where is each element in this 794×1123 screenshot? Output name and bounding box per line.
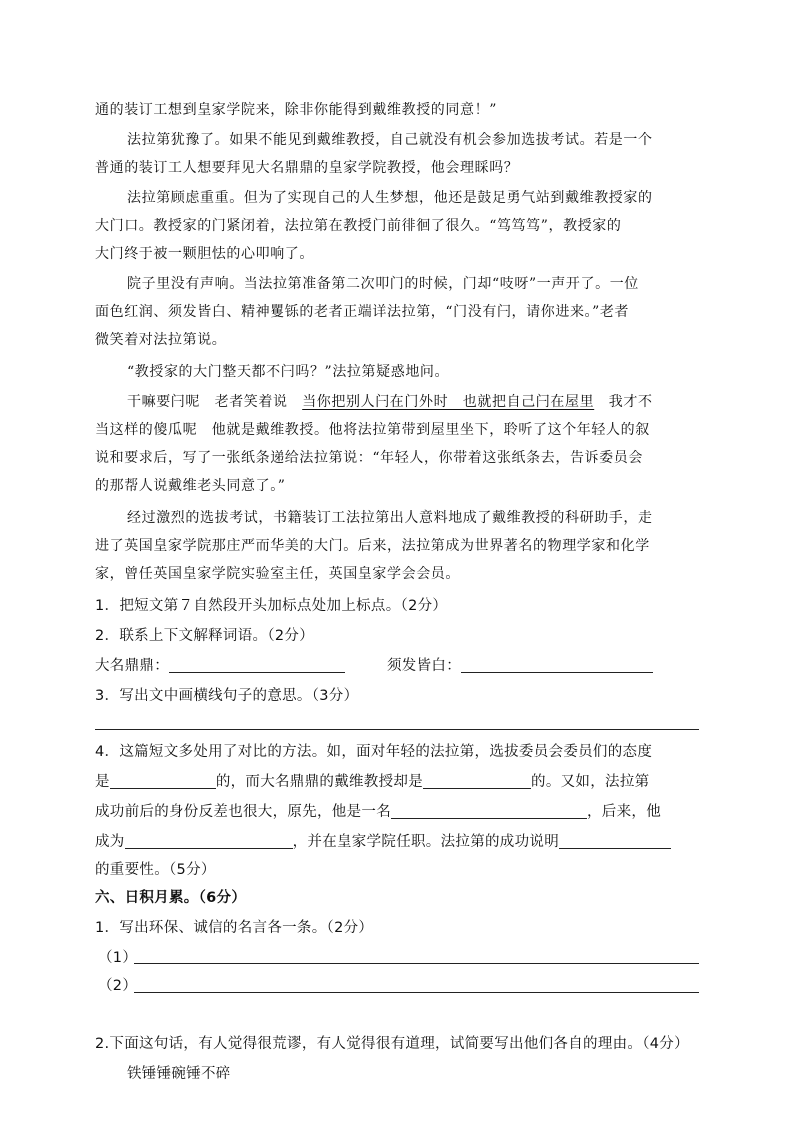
item-label: （2）	[98, 978, 138, 994]
passage-line: 大门口。教授家的门紧闭着，法拉第在教授门前徘徊了很久。“笃笃笃”，教授家的	[95, 218, 622, 234]
answer-line[interactable]	[95, 729, 699, 730]
answer-blank[interactable]	[461, 656, 653, 673]
quote-sentence: 铁锤锤碗锤不碎	[127, 1066, 231, 1082]
section6-question-2: 2.下面这句话，有人觉得很荒谬，有人觉得很有道理，试简要写出他们各自的理由。（4分）	[95, 1036, 689, 1052]
section-title: 六、日积月累。（6分）	[95, 890, 247, 906]
q4-text: ，后来，他	[587, 804, 661, 820]
q4-text: ，并在皇家学院任职。法拉第的成功说明	[292, 834, 560, 850]
question-2: 2．联系上下文解释词语。（2分）	[95, 628, 314, 644]
question-4-line	[95, 802, 661, 822]
passage-line: 法拉第顾虑重重。但为了实现自己的人生梦想，他还是鼓足勇气站到戴维教授家的	[127, 190, 653, 206]
answer-item-2	[98, 976, 137, 996]
term-label: 须发皆白：	[387, 658, 461, 674]
passage-line: 面色红润、须发皆白、精神矍铄的老者正端详法拉第，“门没有闩，请你进来。”老者	[95, 304, 630, 320]
passage-line: 进了英国皇家学院那庄严而华美的大门。后来，法拉第成为世界著名的物理学家和化学	[95, 538, 650, 554]
answer-blank[interactable]	[559, 832, 671, 849]
passage-line: 家，曾任英国皇家学院实验室主任，英国皇家学会会员。	[95, 566, 460, 582]
passage-line: 微笑着对法拉第说。	[95, 332, 227, 348]
answer-item-1	[98, 948, 137, 968]
underlined-sentence: 当你把别人闩在门外时 也就把自己闩在屋里	[302, 394, 595, 410]
answer-line[interactable]	[134, 992, 699, 993]
passage-line: 法拉第犹豫了。如果不能见到戴维教授，自己就没有机会参加选拔考试。若是一个	[127, 132, 653, 148]
question-1: 1．把短文第７自然段开头加标点处加上标点。（2分）	[95, 598, 448, 614]
passage-line: 大门终于被一颗胆怯的心叩响了。	[95, 246, 314, 262]
answer-blank[interactable]	[423, 772, 531, 789]
passage-text: 我才不	[594, 394, 653, 410]
q4-text: 成为	[95, 834, 125, 850]
question-4-line	[95, 772, 649, 792]
question-3: 3．写出文中画横线句子的意思。（3分）	[95, 688, 359, 704]
question-2-terms	[95, 656, 653, 676]
passage-line: “教授家的大门整天都不闩吗？”法拉第疑惑地问。	[127, 364, 450, 380]
question-4: 4．这篇短文多处用了对比的方法。如，面对年轻的法拉第，选拔委员会委员们的态度	[95, 744, 653, 760]
answer-blank[interactable]	[110, 772, 216, 789]
item-label: （1）	[98, 950, 138, 966]
term-label: 大名鼎鼎：	[95, 658, 169, 674]
passage-line: 说和要求后，写了一张纸条递给法拉第说：“年轻人，你带着这张纸条去，告诉委员会	[95, 450, 643, 466]
q4-text: 成功前后的身份反差也很大，原先，他是一名	[95, 804, 391, 820]
answer-blank[interactable]	[391, 802, 587, 819]
answer-blank[interactable]	[125, 832, 293, 849]
passage-line: 院子里没有声响。当法拉第准备第二次叩门的时候，门却“吱呀”一声开了。一位	[127, 276, 639, 292]
answer-blank[interactable]	[169, 656, 345, 673]
question-4-line: 的重要性。（5分）	[95, 862, 216, 878]
section6-question-1: 1．写出环保、诚信的名言各一条。（2分）	[95, 920, 374, 936]
q4-text: 是	[95, 774, 110, 790]
q4-text: 的，而大名鼎鼎的戴维教授却是	[215, 774, 424, 790]
passage-line	[127, 392, 653, 412]
passage-text: 干嘛要闩呢 老者笑着说	[127, 394, 303, 410]
passage-line: 当这样的傻瓜呢 他就是戴维教授。他将法拉第带到屋里坐下，聆听了这个年轻人的叙	[95, 422, 650, 438]
answer-line[interactable]	[134, 963, 699, 964]
q4-text: 的。又如，法拉第	[531, 774, 650, 790]
passage-line: 经过激烈的选拔考试，书籍装订工法拉第出人意料地成了戴维教授的科研助手，走	[127, 510, 653, 526]
passage-line: 通的装订工想到皇家学院来，除非你能得到戴维教授的同意！”	[95, 102, 497, 118]
passage-line: 的那帮人说戴维老头同意了。”	[95, 478, 286, 494]
passage-line: 普通的装订工人想要拜见大名鼎鼎的皇家学院教授，他会理睬吗？	[95, 160, 519, 176]
question-4-line	[95, 832, 671, 852]
